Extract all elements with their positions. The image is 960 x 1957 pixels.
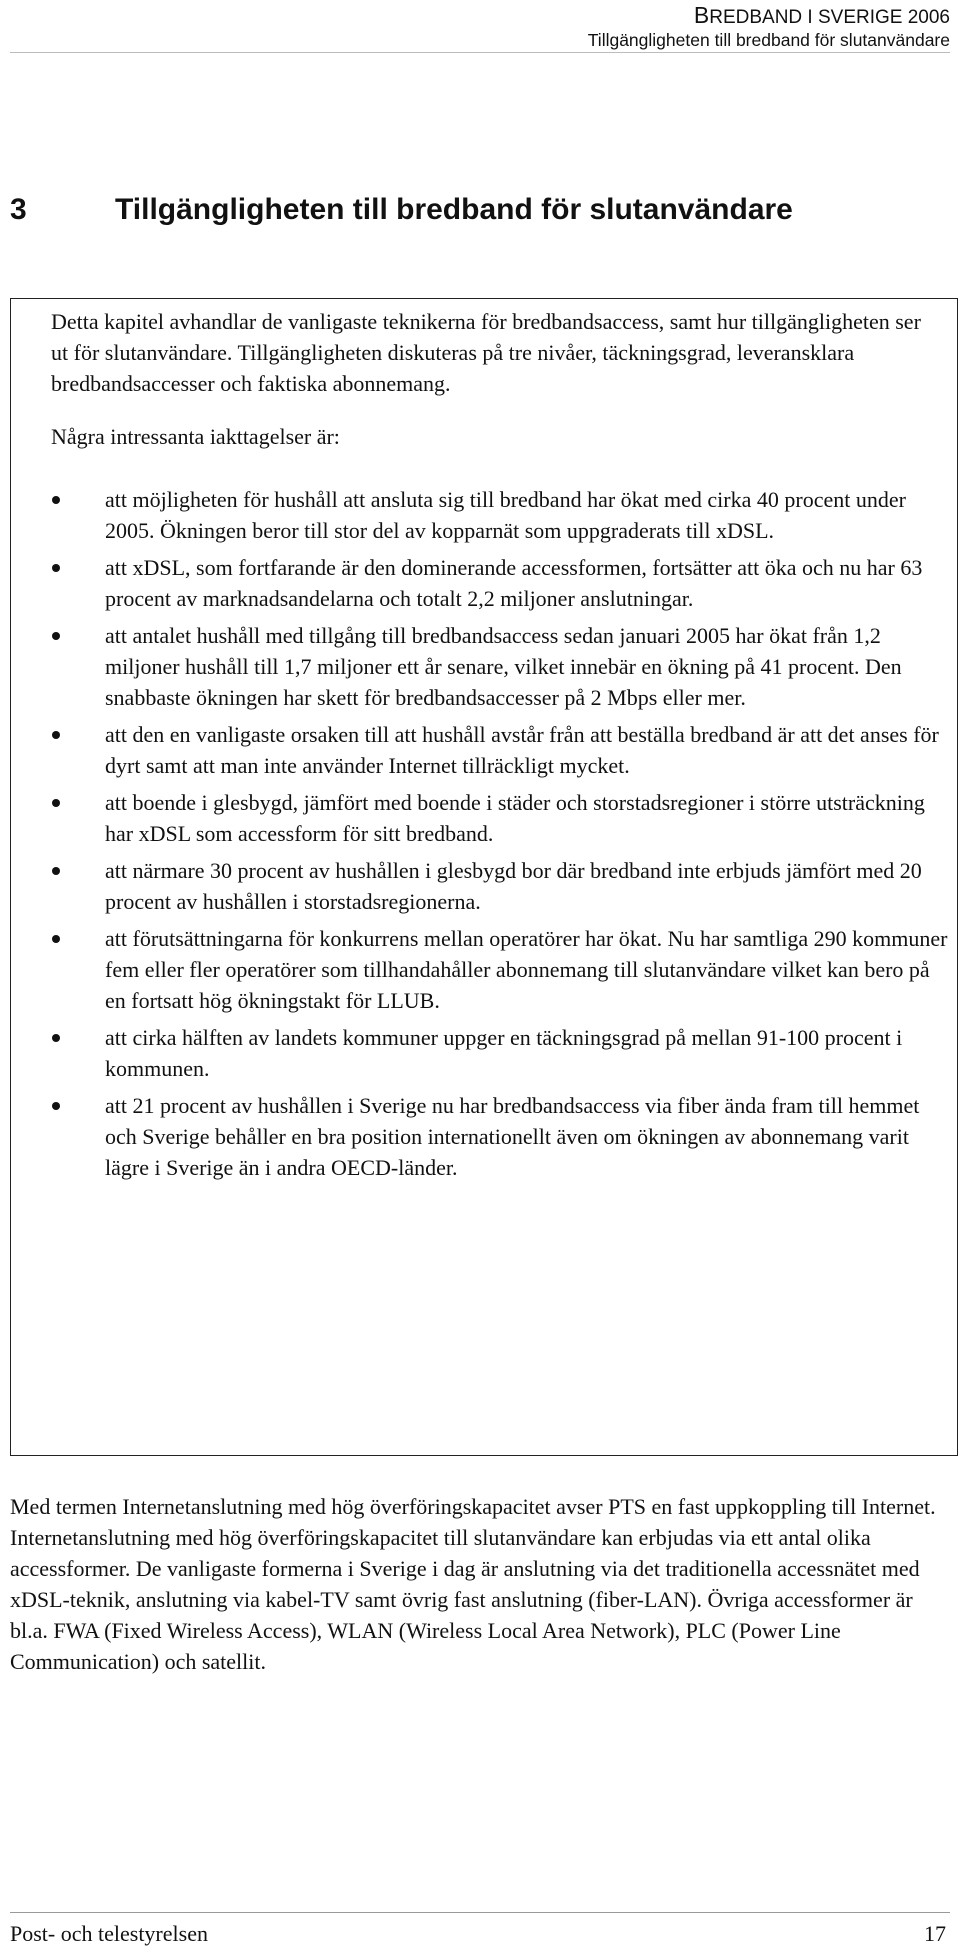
bullet-icon xyxy=(52,935,60,943)
observation-item xyxy=(51,719,951,781)
footer-publisher: Post- och telestyrelsen xyxy=(10,1921,208,1946)
observation-item xyxy=(51,923,951,1016)
summary-intro: Detta kapitel avhandlar de vanligaste teknikerna för bredbandsaccess, samt hur tillgängligheten ser ut för slutanvändare. Tillgängligheten diskuteras på tre nivåer, täckningsgrad, leveransklara bredbandsaccesser och faktiska abonnemang. xyxy=(51,309,921,396)
bullet-icon xyxy=(52,1102,60,1110)
bullet-icon xyxy=(52,1034,60,1042)
observation-text: att förutsättningarna för konkurrens mellan operatörer har ökat. Nu har samtliga 290 kommuner fem eller fler operatörer som tillhandahåller abonnemang till slutanvändare vilket kan bero på en fortsatt hög ökningstakt för LLUB. xyxy=(105,926,948,1013)
running-header xyxy=(588,4,950,51)
body-paragraph: Med termen Internetanslutning med hög överföringskapacitet avser PTS en fast uppkoppling till Internet. Internetanslutning med hög överföringskapacitet till slutanvändare kan erbjudas via ett antal olika accessformer. De vanligaste formerna i Sverige i dag är anslutning via det traditionella accessnätet med xDSL-teknik, anslutning via kabel-TV samt övrig fast anslutning (fiber-LAN). Övriga accessformer är bl.a. FWA (Fixed Wireless Access), WLAN (Wireless Local Area Network), PLC (Power Line Communication) och satellit. xyxy=(10,1494,936,1674)
running-header-title-initial: B xyxy=(693,2,710,28)
observation-text: att antalet hushåll med tillgång till bredbandsaccess sedan januari 2005 har ökat från 1,2 miljoner hushåll till 1,7 miljoner ett år senare, vilket innebär en ökning på 41 procent. Den snabbaste ökningen har skett för bredbandsaccesser på 2 Mbps eller mer. xyxy=(105,623,902,710)
bullet-icon xyxy=(52,632,60,640)
running-header-title-rest: REDBAND I SVERIGE 2006 xyxy=(709,7,950,28)
summary-lead: Några intressanta iakttagelser är: xyxy=(51,424,340,449)
observation-text: att möjligheten för hushåll att ansluta sig till bredband har ökat med cirka 40 procent under 2005. Ökningen beror till stor del av kopparnät som uppgraderats till xDSL. xyxy=(105,487,906,543)
header-divider xyxy=(10,52,950,53)
observation-item xyxy=(51,1022,951,1084)
running-header-title xyxy=(588,4,950,29)
observation-item xyxy=(51,1090,951,1183)
observation-text: att cirka hälften av landets kommuner uppger en täckningsgrad på mellan 91-100 procent i kommunen. xyxy=(105,1025,903,1081)
chapter-title: Tillgängligheten till bredband för slutanvändare xyxy=(115,193,793,226)
summary-box xyxy=(10,298,958,1456)
observation-item xyxy=(51,620,951,713)
observation-item xyxy=(51,855,951,917)
observation-text: att boende i glesbygd, jämfört med boende i städer och storstadsregioner i större utsträckning har xDSL som accessform för sitt bredband. xyxy=(105,790,925,846)
footer-divider xyxy=(10,1912,950,1913)
observation-text: att den en vanligaste orsaken till att hushåll avstår från att beställa bredband är att det anses för dyrt samt att man inte använder Internet tillräckligt mycket. xyxy=(105,722,939,778)
bullet-icon xyxy=(52,564,60,572)
bullet-icon xyxy=(52,496,60,504)
observation-item xyxy=(51,787,951,849)
bullet-icon xyxy=(52,867,60,875)
observation-item xyxy=(51,484,951,546)
observation-item xyxy=(51,552,951,614)
bullet-icon xyxy=(52,799,60,807)
chapter-heading xyxy=(10,190,793,230)
observation-text: att närmare 30 procent av hushållen i glesbygd bor där bredband inte erbjuds jämfört med 20 procent av hushållen i storstadsregionerna. xyxy=(105,858,922,914)
observation-text: att 21 procent av hushållen i Sverige nu har bredbandsaccess via fiber ända fram till hemmet och Sverige behåller en bra position internationellt även om ökningen av abonnemang varit lägre i Sverige än i andra OECD-länder. xyxy=(105,1093,920,1180)
bullet-icon xyxy=(52,731,60,739)
observations-list xyxy=(51,484,957,1183)
chapter-number: 3 xyxy=(10,193,27,226)
running-header-subtitle: Tillgängligheten till bredband för slutanvändare xyxy=(587,30,950,50)
observation-text: att xDSL, som fortfarande är den dominerande accessformen, fortsätter att öka och nu har 63 procent av marknadsandelarna och totalt 2,2 miljoner anslutningar. xyxy=(105,555,923,611)
page-number: 17 xyxy=(924,1921,946,1946)
